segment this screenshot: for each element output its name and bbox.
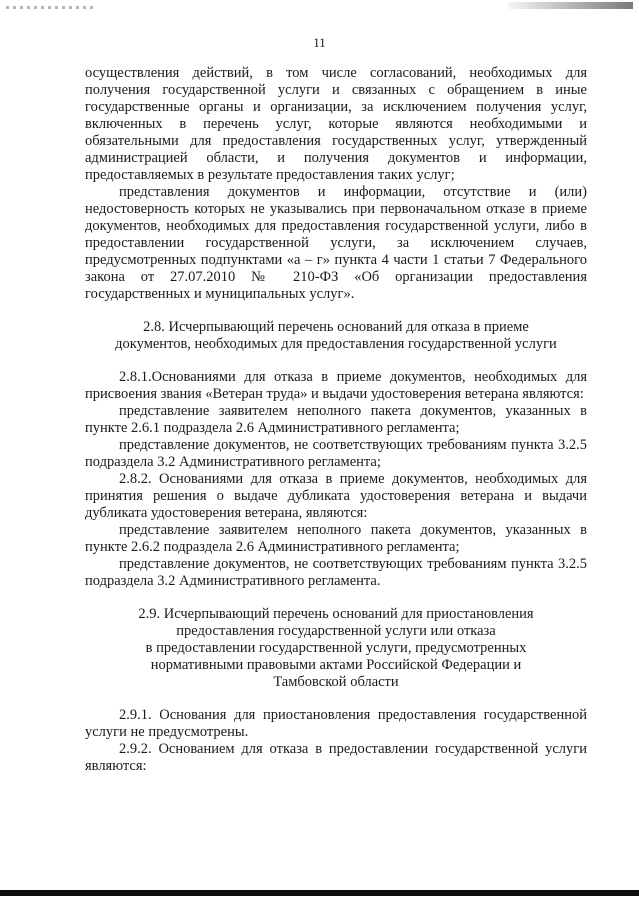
document-body bbox=[85, 65, 587, 775]
scan-artifact-top-left bbox=[6, 6, 96, 9]
scan-artifact-top-right bbox=[508, 2, 633, 9]
paragraph-2-8-1: 2.8.1.Основаниями для отказа в приеме документов, необходимых для присвоения звания «Ветеран труда» и выдачи удостоверения ветерана являются: bbox=[85, 369, 587, 402]
paragraph: представления документов и информации, отсутствие и (или) недостоверность которых не указывались при первоначальном отказе в приеме документов, необходимых для предоставления государственной услуги, либо в предоставлении государственной услуги, за исключением случаев, предусмотренных подпунктами «а – г» пункта 4 части 1 статьи 7 Федерального закона от 27.07.2010 № 210-ФЗ «Об организации предоставления государственных и муниципальных услуг». bbox=[85, 184, 587, 302]
scan-artifact-bottom-bar bbox=[0, 890, 639, 896]
paragraph: представление документов, не соответствующих требованиям пункта 3.2.5 подраздела 3.2 Административного регламента; bbox=[85, 437, 587, 470]
section-heading-2-9: 2.9. Исчерпывающий перечень оснований для приостановления предоставления государственной услуги или отказа в предоставлении государственной услуги, предусмотренных нормативными правовыми актами Российской Федерации и Тамбовской области bbox=[138, 606, 534, 690]
paragraph-2-8-2: 2.8.2. Основаниями для отказа в приеме документов, необходимых для принятия решения о выдаче дубликата удостоверения ветерана и выдачи дубликата удостоверения ветерана, являются: bbox=[85, 471, 587, 521]
paragraph-2-9-2: 2.9.2. Основанием для отказа в предоставлении государственной услуги являются: bbox=[85, 741, 587, 774]
section-heading-2-8: 2.8. Исчерпывающий перечень оснований для отказа в приеме документов, необходимых для предоставления государственной услуги bbox=[115, 319, 557, 352]
paragraph: представление заявителем неполного пакета документов, указанных в пункте 2.6.2 подраздела 2.6 Административного регламента; bbox=[85, 522, 587, 555]
page-number: 11 bbox=[313, 35, 326, 50]
paragraph-2-9-1: 2.9.1. Основания для приостановления предоставления государственной услуги не предусмотрены. bbox=[85, 707, 587, 740]
paragraph: представление заявителем неполного пакета документов, указанных в пункте 2.6.1 подраздела 2.6 Административного регламента; bbox=[85, 403, 587, 436]
paragraph: представление документов, не соответствующих требованиям пункта 3.2.5 подраздела 3.2 Административного регламента. bbox=[85, 556, 587, 589]
paragraph-continuation: осуществления действий, в том числе согласований, необходимых для получения государственной услуги и связанных с обращением в иные государственные органы и организации, за исключением получения услуг, включенных в перечень услуг, которые являются необходимыми и обязательными для предоставления государственных услуг, утвержденный администрацией области, и получения документов и информации, предоставляемых в результате предоставления таких услуг; bbox=[85, 65, 587, 183]
